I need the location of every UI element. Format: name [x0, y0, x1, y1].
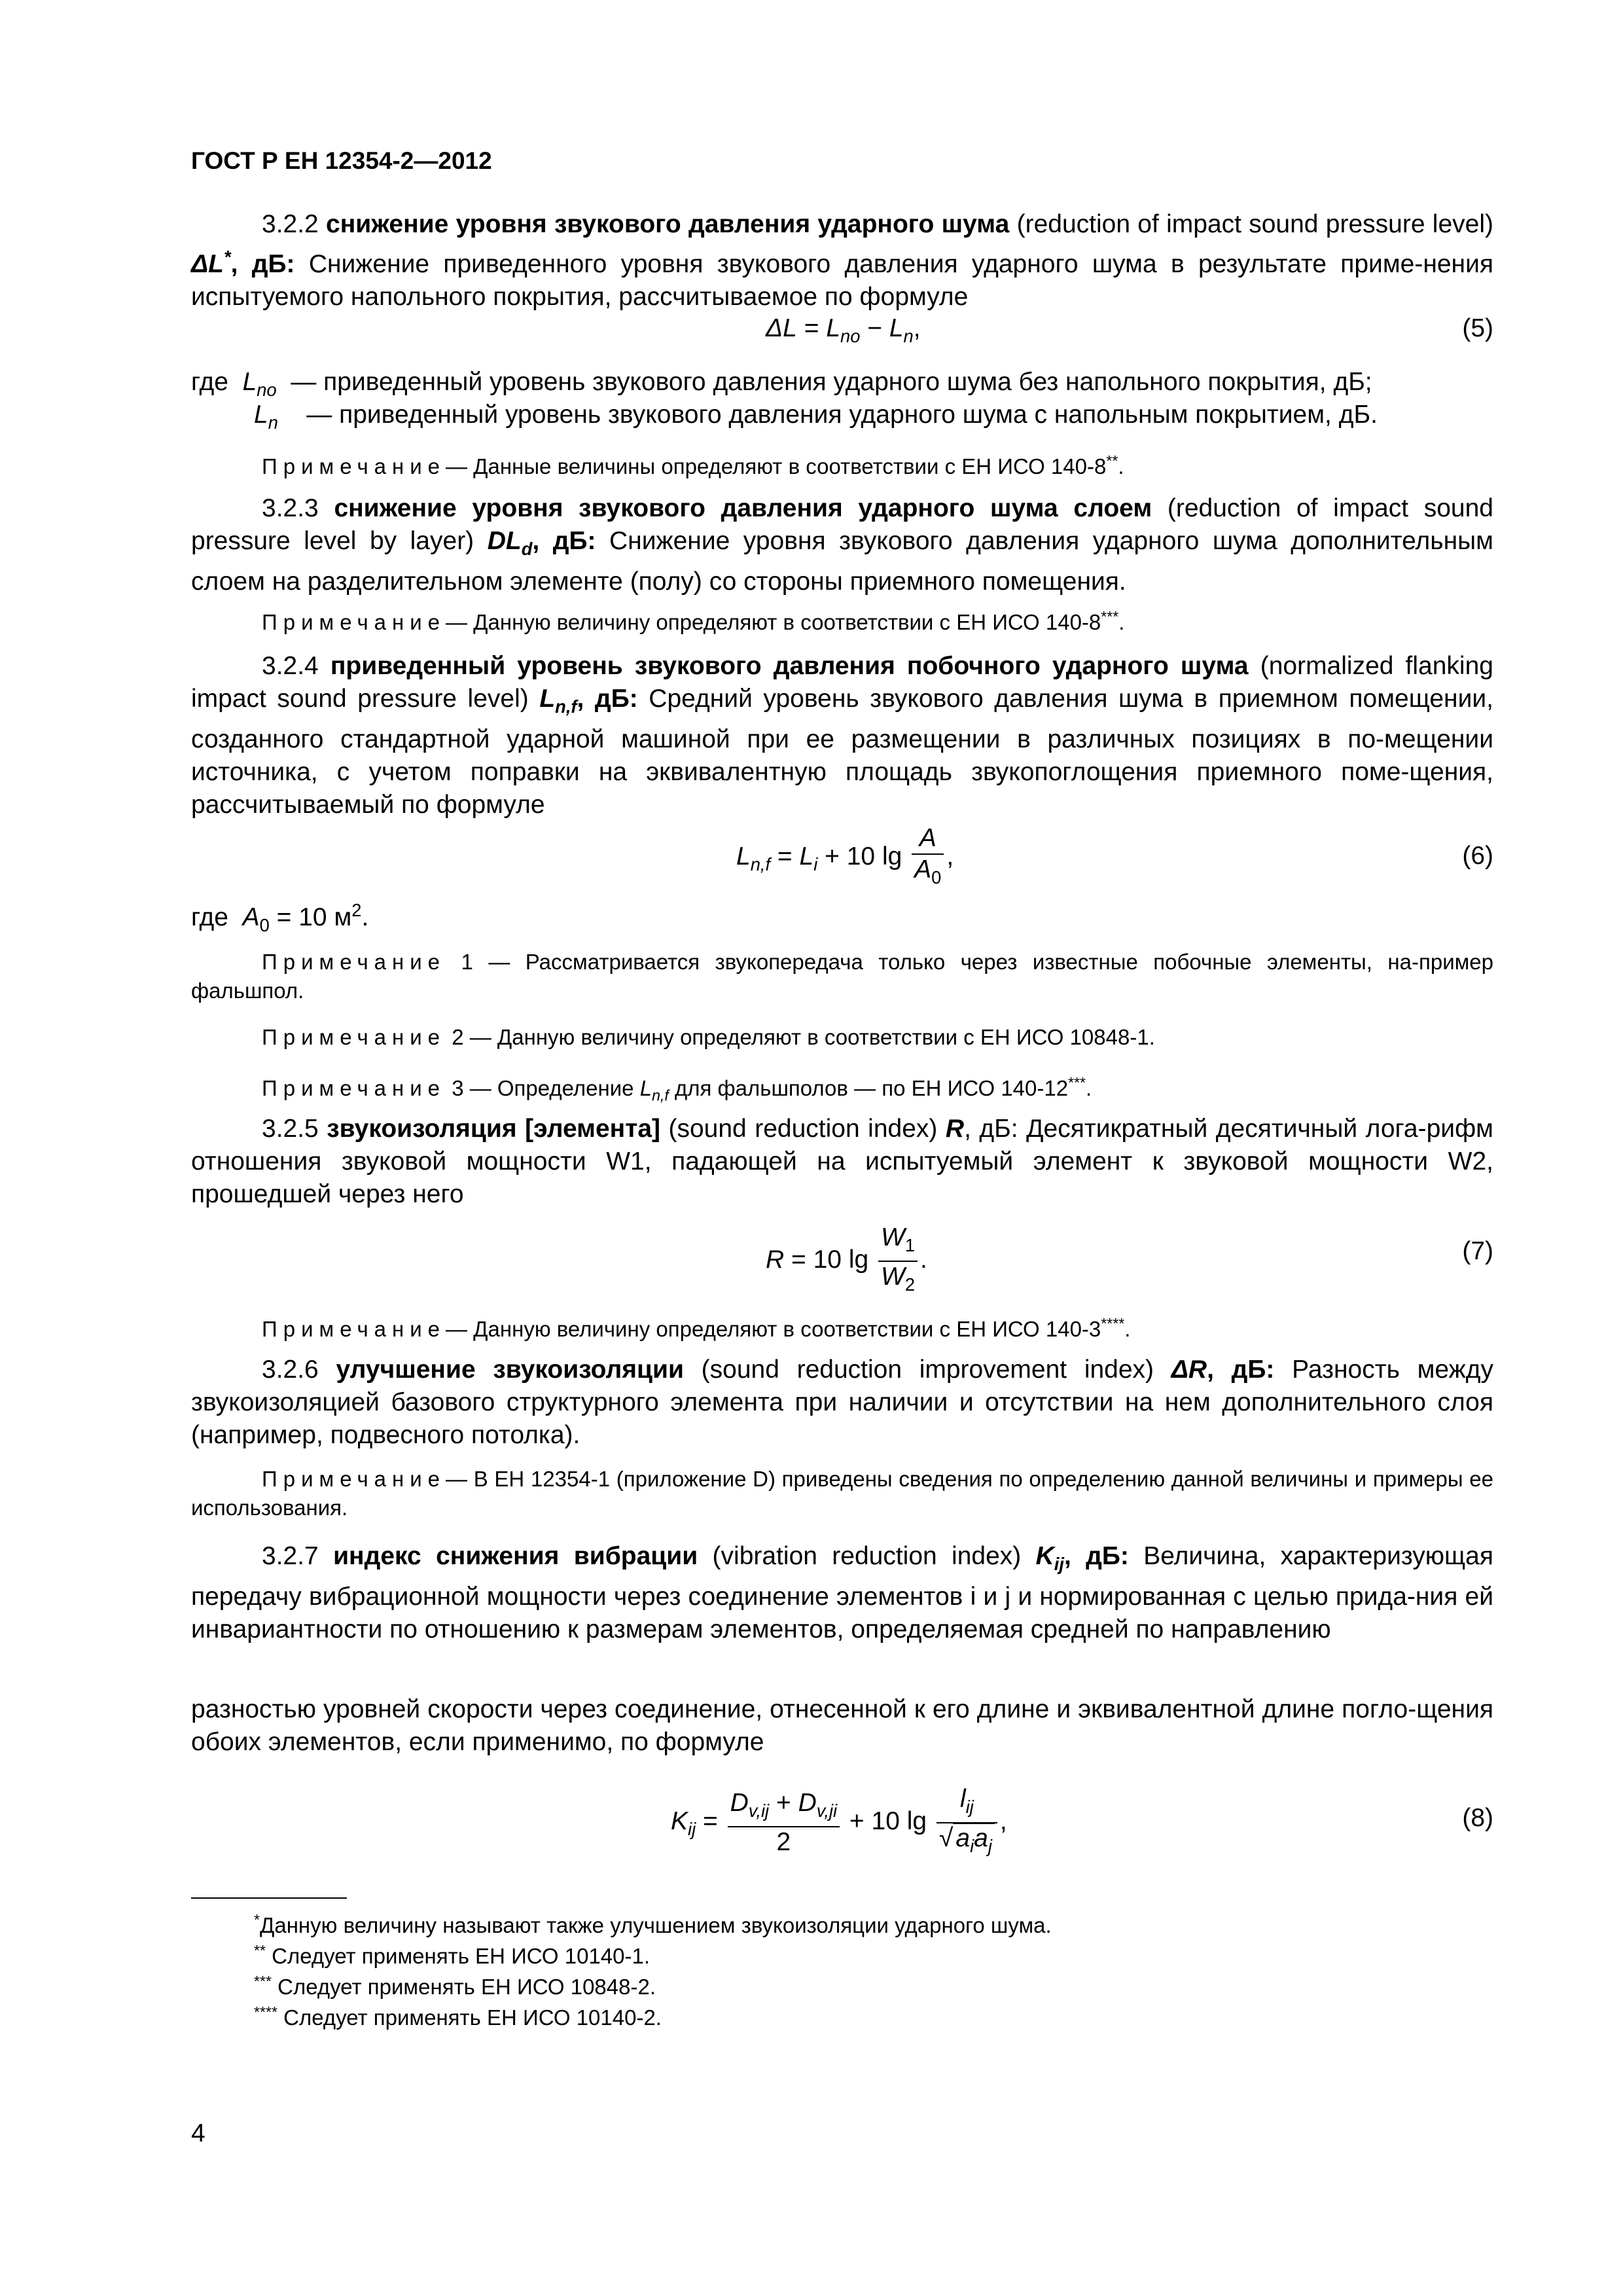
footnote-4: **** Следует применять ЕН ИСО 10140-2.	[254, 2003, 662, 2030]
section-3-2-7: 3.2.7 индекс снижения вибрации (vibration reduction index) $K_{ij}$, дБ: Величина, характеризующая передачу вибрационной мощности через соединение элементов i и j и нормированная с целью прида-ния ей инвариантности по отношению к размерам элементов, определяемая средней по направлению	[191, 1542, 1493, 1643]
formula-7: R = 10 lg $\frac{W_1}{W_2}$ .	[766, 1223, 927, 1295]
term: снижение уровня звукового давления ударного шума	[326, 210, 1010, 238]
where-line-2: $L_n$ — приведенный уровень звукового давления ударного шума с напольным покрытием, дБ.	[254, 401, 1378, 433]
note-2: Примечание— Данную величину определяют в соответствии с ЕН ИСО 140-8***.	[262, 608, 1125, 634]
formula-number-8: (8)	[1462, 1804, 1493, 1832]
page-number: 4	[191, 2119, 205, 2147]
formula-number-7: (7)	[1462, 1237, 1493, 1265]
formula-5: $\Delta L = L_{no} - L_n$,	[766, 314, 921, 346]
unit: , дБ:	[230, 250, 295, 278]
where-a0: где $A_0 = 10$ $м^2$.	[191, 900, 369, 935]
note-4: Примечание 2 — Данную величину определяют в соответствии с ЕН ИСО 10848-1.	[262, 1025, 1155, 1049]
term-english: (reduction of impact sound pressure level)	[1016, 210, 1493, 238]
note-7: Примечание— В ЕН 12354-1 (приложение D) приведены сведения по определению данной величины и примеры ее использования.	[191, 1467, 1493, 1520]
formula-8: $K_{ij}$ = $\frac{D_{v,ij} + D_{v,ji}}{2}$ + 10 lg $\frac{l_{ij}}{√ a_ia_j}$ ,	[671, 1785, 1007, 1856]
section-number: 3.2.2	[262, 210, 319, 238]
section-3-2-6: 3.2.6 улучшение звукоизоляции (sound reduction improvement index) ΔR, дБ: Разность между звукоизоляцией базового структурного элемента при наличии и отсутствии на нем дополнительного слоя (например, подвесного потолка).	[191, 1355, 1493, 1449]
footnote-2: ** Следует применять ЕН ИСО 10140-1.	[254, 1942, 651, 1968]
note-1: Примечание— Данные величины определяют в соответствии с ЕН ИСО 140-8**.	[262, 452, 1124, 478]
footnote-separator	[191, 1897, 347, 1899]
note-3: Примечание 1 — Рассматривается звукопередача только через известные побочные элементы, на-пример фальшпол.	[191, 950, 1494, 1003]
definition: Снижение приведенного уровня звукового давления ударного шума в результате приме-нения испытуемого напольного покрытия, рассчитываемое по формуле	[191, 250, 1493, 311]
formula-number-5: (5)	[1462, 314, 1493, 342]
where-line-1: где $L_{no}$ — приведенный уровень звукового давления ударного шума без напольного покрытия, дБ;	[191, 368, 1372, 400]
note-6: Примечание— Данную величину определяют в соответствии с ЕН ИСО 140-3****.	[262, 1315, 1131, 1341]
document-header: ГОСТ Р ЕН 12354-2—2012	[191, 147, 492, 174]
section-3-2-5: 3.2.5 звукоизоляция [элемента] (sound reduction index) R, дБ: Десятикратный десятичный лога-рифм отношения звуковой мощности W1, падающей на испытуемый элемент к звуковой мощности W2, прошедшей через него	[191, 1115, 1493, 1208]
section-3-2-4: 3.2.4 приведенный уровень звукового давления побочного ударного шума (normalized flanking impact sound pressure level) $L_{n,f}$, дБ: Средний уровень звукового давления шума в приемном помещении, созданного стандартной ударной машиной при ее размещении в различных позициях в по-мещении источника, с учетом поправки на эквивалентную площадь звукопоглощения приемного поме-щения, рассчитываемый по формуле	[191, 652, 1494, 819]
continuation-paragraph: разностью уровней скорости через соединение, отнесенной к его длине и эквивалентной длине погло-щения обоих элементов, если применимо, по формуле	[191, 1695, 1493, 1756]
note-5: Примечание 3 — Определение $L_{n,f}$ для фальшполов — по ЕН ИСО 140-12***.	[262, 1074, 1092, 1104]
symbol: ΔL*	[191, 247, 231, 278]
footnote-3: *** Следует применять ЕН ИСО 10848-2.	[254, 1973, 656, 1999]
footnote-1: *Данную величину называют также улучшением звукоизоляции ударного шума.	[254, 1911, 1052, 1937]
formula-6: $L_{n,f} = L_i + 10$ lg $\frac{A}{A_0}$ ,	[736, 824, 954, 888]
section-3-2-3: 3.2.3 снижение уровня звукового давления ударного шума слоем (reduction of impact sound pressure level by layer) $DL_d$, дБ: Снижение уровня звукового давления ударного шума дополнительным слоем на разделительном элементе (полу) со стороны приемного помещения.	[191, 494, 1493, 596]
formula-number-6: (6)	[1462, 842, 1493, 870]
section-3-2-2	[191, 208, 1493, 314]
